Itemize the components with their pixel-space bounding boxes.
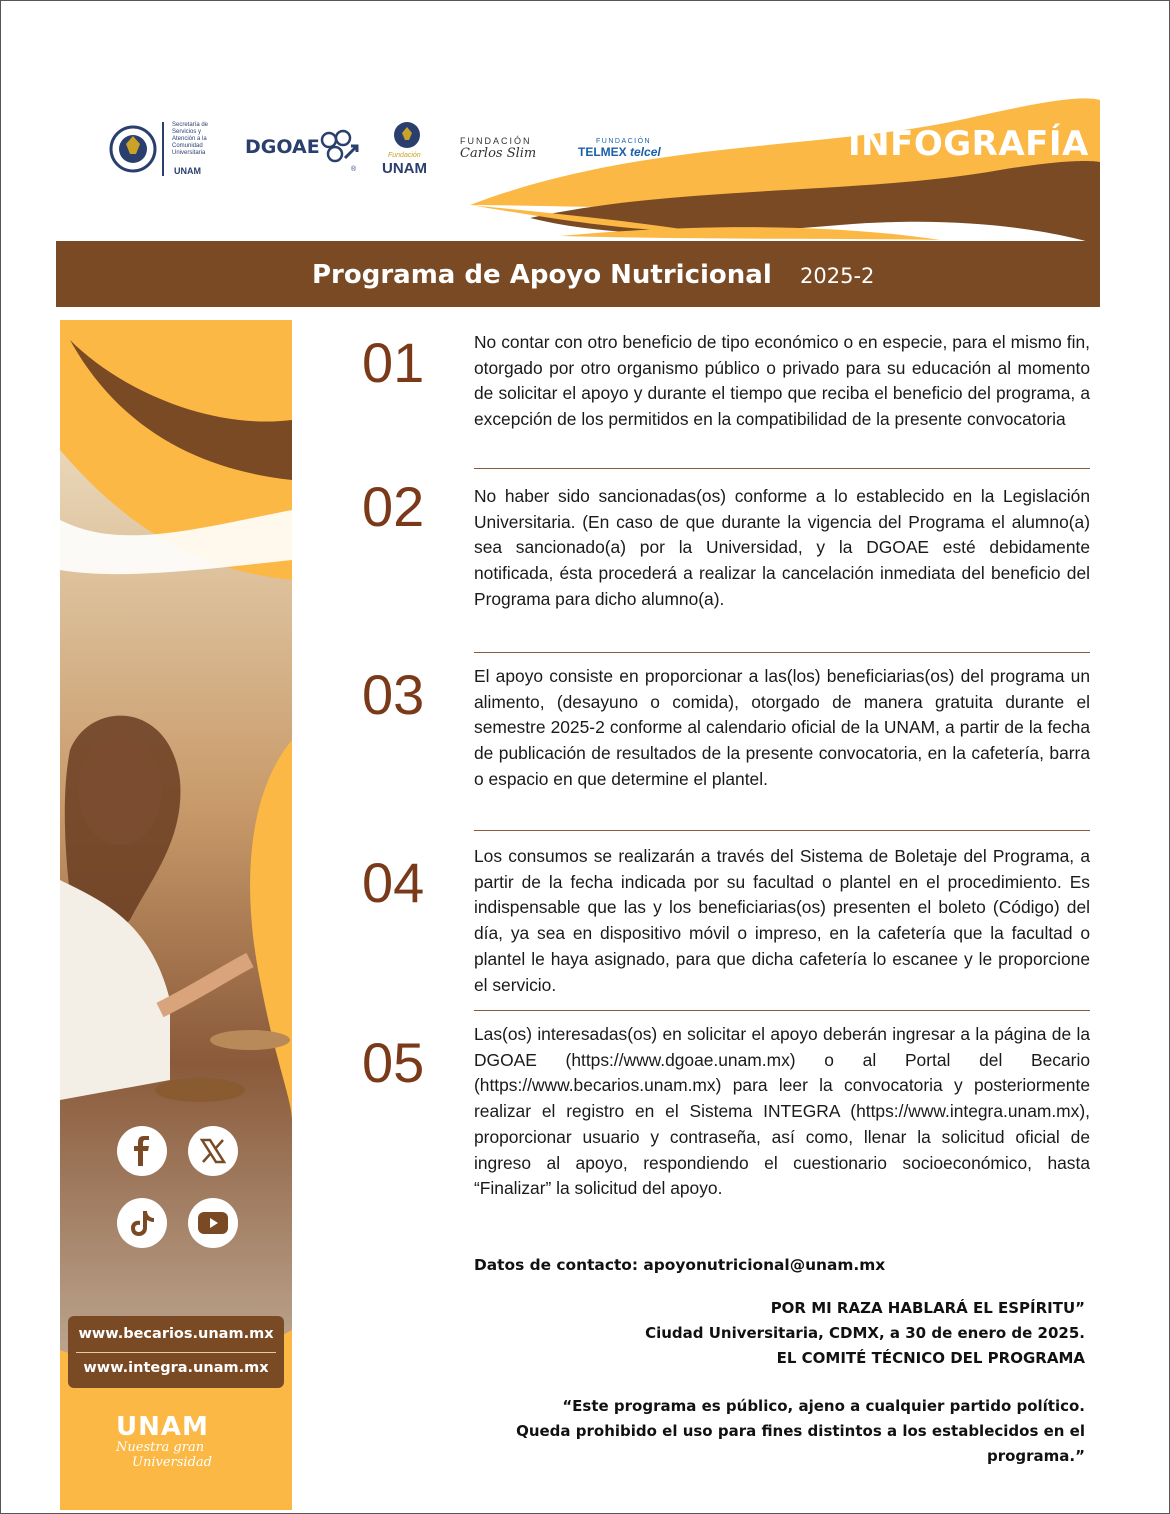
becarios-url-link[interactable]: www.becarios.unam.mx [78, 1326, 274, 1342]
item-number: 05 [362, 1031, 425, 1094]
partner-logos [108, 118, 708, 182]
item-number: 02 [362, 475, 425, 538]
logo-line: UNAM [382, 160, 427, 177]
notice-line: “Este programa es público, ajeno a cualquier partido político. [562, 1397, 1085, 1415]
divider [474, 830, 1090, 831]
logo-line: telcel [630, 145, 661, 159]
fundacion-carlos-slim-logo [460, 136, 560, 176]
notice-line: Queda prohibido el uso para fines distintos a los establecidos en el [516, 1422, 1085, 1440]
x-icon [199, 1137, 227, 1165]
program-title: Programa de Apoyo Nutricional [312, 260, 772, 290]
fundacion-unam-logo [380, 120, 436, 180]
unam-seal-logo [108, 122, 218, 178]
youtube-button[interactable] [188, 1198, 238, 1248]
logo-line: Fundación [388, 152, 421, 159]
item-number: 03 [362, 663, 425, 726]
item-number: 01 [362, 331, 425, 394]
tiktok-icon [129, 1209, 155, 1237]
closing-line: Ciudad Universitaria, CDMX, a 30 de enero de 2025. [645, 1324, 1085, 1342]
item-number: 04 [362, 851, 425, 914]
logo-caption: UNAM [174, 166, 201, 176]
requirement-text: Los consumos se realizarán a través del Sistema de Boletaje del Programa, a partir de la fecha indicada por su facultad o plantel en el procedimiento. Es indispensable que las y los beneficiarias(os) presenten el boleto (Código) del día, ya sea en dispositivo móvil o impreso, en la cafetería que la facultad o plantel le haya asignado, para que dicha cafetería lo escanee y le proporcione el servicio. [474, 846, 1090, 995]
contact-info: Datos de contacto: apoyonutricional@unam.mx [474, 1256, 886, 1274]
closing-line: POR MI RAZA HABLARÁ EL ESPÍRITU” [770, 1299, 1085, 1317]
logo-line: Comunidad [172, 143, 203, 149]
logo-line: Universitaria [172, 150, 206, 156]
fundacion-unam-seal-icon [392, 120, 422, 150]
requirement-text: No haber sido sancionadas(os) conforme a lo establecido en la Legislación Universitaria. (En caso de que durante la vigencia del Programa el alumno(a) sea sancionado(a) por la Universidad, y la DGOAE esté debidamente notificada, ésta procederá a realizar la cancelación inmediata del beneficio del Programa para dicho alumno(a). [474, 486, 1090, 609]
unam-logo-tagline: Universidad [132, 1455, 212, 1470]
dgoae-text: DGOAE [245, 136, 320, 158]
logo-line: Secretaría de [172, 122, 209, 128]
logo-line: TELMEX [578, 145, 627, 159]
divider [474, 652, 1090, 653]
divider [474, 1010, 1090, 1011]
logo-line: Atención a la [172, 136, 207, 142]
x-button[interactable] [188, 1126, 238, 1176]
legal-notice [465, 1394, 1085, 1469]
divider [474, 468, 1090, 469]
closing-signature [645, 1296, 1085, 1371]
program-year: 2025-2 [800, 264, 875, 288]
logo-line: FUNDACIÓN [460, 136, 532, 146]
registered-mark: ® [351, 166, 357, 173]
facebook-icon [130, 1136, 154, 1166]
facebook-button[interactable] [117, 1126, 167, 1176]
integra-url-link[interactable]: www.integra.unam.mx [83, 1360, 269, 1376]
logo-line: FUNDACIÓN [596, 138, 652, 145]
logo-line: Carlos Slim [460, 146, 537, 161]
dgoae-people-icon [317, 128, 361, 168]
logo-line: Servicios y [172, 129, 202, 135]
notice-line: programa.” [986, 1447, 1085, 1465]
url-divider [76, 1352, 276, 1353]
unam-seal-icon [108, 124, 158, 174]
requirement-text: Las(os) interesadas(os) en solicitar el apoyo deberán ingresar a la página de la DGOAE (https://www.dgoae.unam.mx) o al Portal del Becario (https://www.becarios.unam.mx) para leer la convocatoria y posteriormente realizar el registro en el Sistema INTEGRA (https://www.integra.unam.mx), proporcionar usuario y contraseña, así como, llenar la solicitud oficial de ingreso al apoyo, respondiendo el cuestionario socioeconómico, hasta “Finalizar” la solicitud del apoyo. [474, 1024, 1090, 1199]
requirement-text: No contar con otro beneficio de tipo económico o en especie, para el mismo fin, otorgado por otro organismo público o privado para su educación al momento de solicitar el apoyo y durante el tiempo que reciba el beneficio del programa, a excepción de los permitidos en la compatibilidad de la presente convocatoria [474, 332, 1090, 430]
unam-logo-tagline: Nuestra gran [116, 1440, 205, 1455]
infografia-badge: INFOGRAFÍA [848, 124, 1089, 164]
closing-line: EL COMITÉ TÉCNICO DEL PROGRAMA [776, 1349, 1085, 1367]
url-box [68, 1316, 284, 1388]
youtube-icon [198, 1212, 228, 1234]
tiktok-button[interactable] [117, 1198, 167, 1248]
dgoae-logo [245, 136, 365, 176]
requirement-text: El apoyo consiste en proporcionar a las(los) beneficiarias(os) del programa un alimento, (desayuno o comida), otorgado de manera gratuita durante el semestre 2025-2 conforme al calendario oficial de la UNAM, a partir de la fecha de publicación de resultados de la presente convocatoria, en la cafetería, barra o espacio en que determine el plantel. [474, 666, 1090, 789]
fundacion-telmex-telcel-logo [578, 138, 698, 178]
unam-logo-text: UNAM [116, 1412, 209, 1442]
unam-nuestra-gran-universidad-logo [116, 1412, 212, 1470]
